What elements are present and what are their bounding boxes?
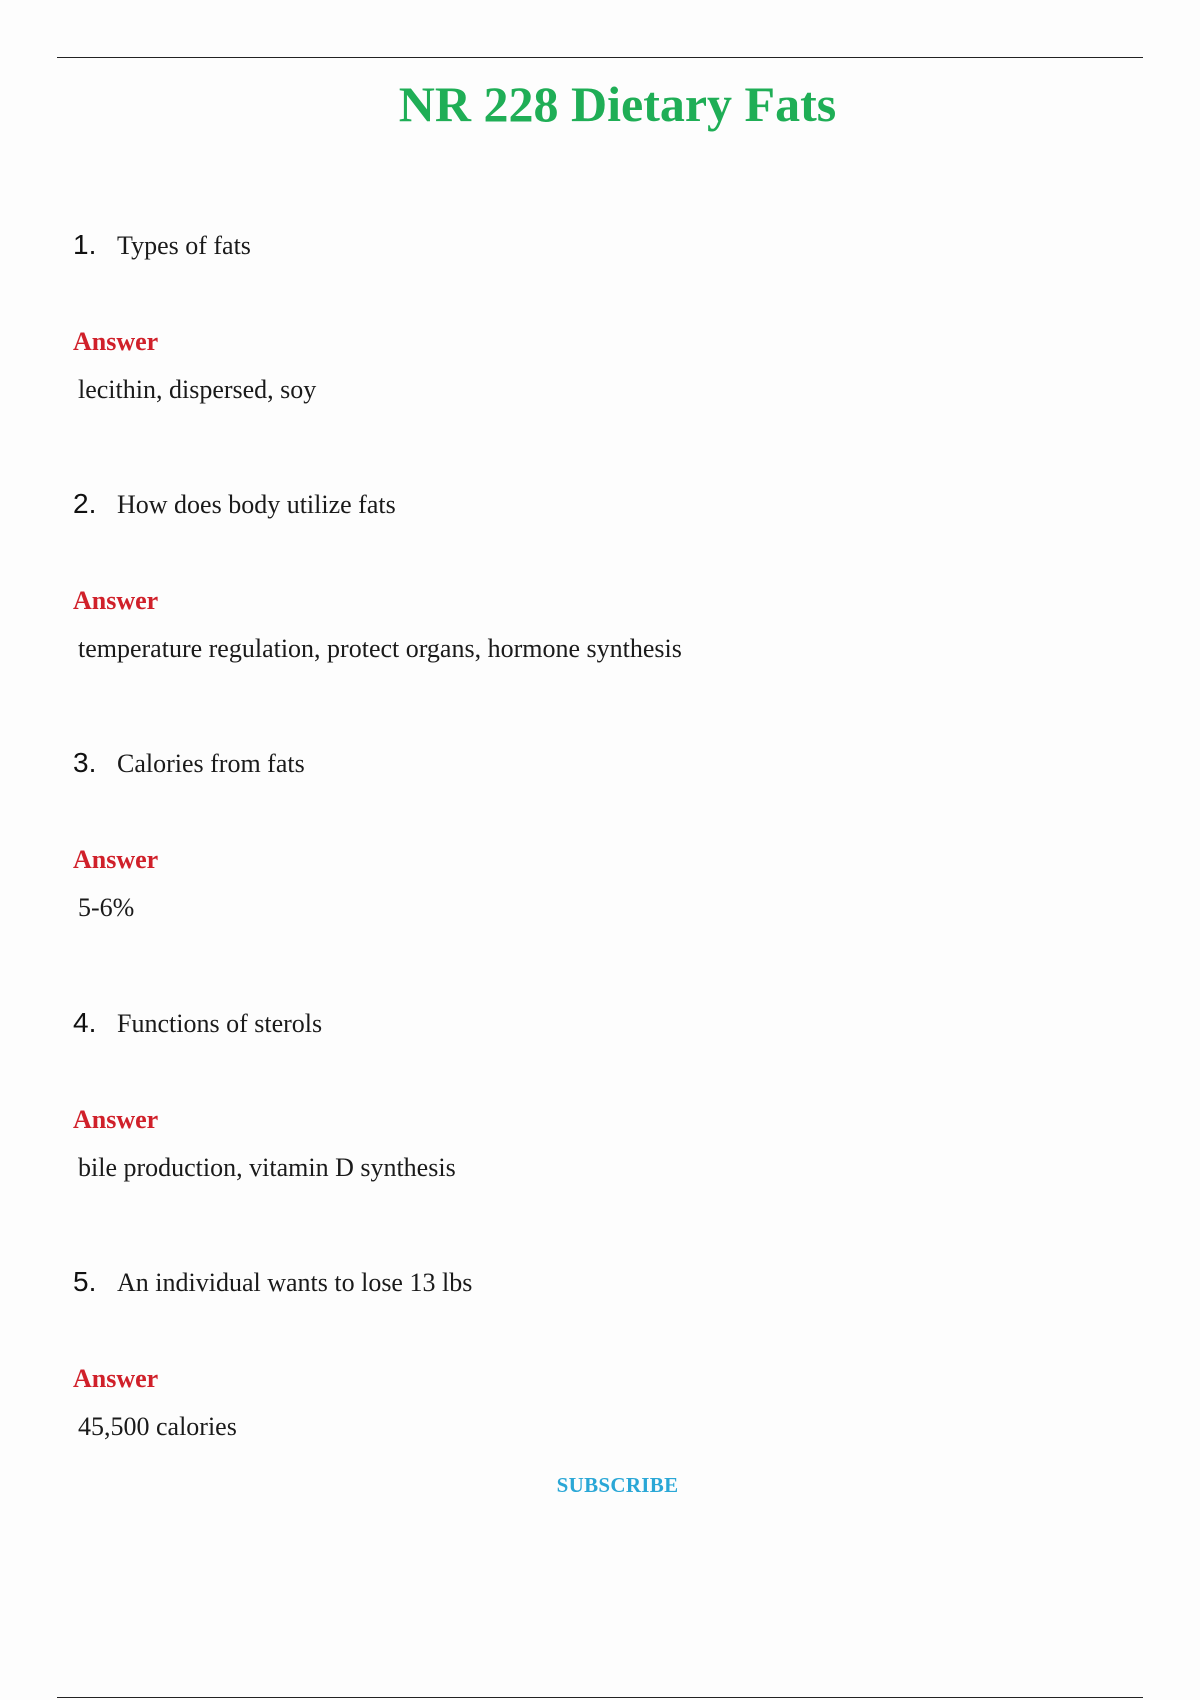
- question-5: [73, 1266, 472, 1306]
- question-4: [73, 1007, 322, 1047]
- answer-label: Answer: [73, 1364, 159, 1393]
- qa-item-4: [0, 1007, 1200, 1267]
- answer-text: lecithin, dispersed, soy: [78, 375, 317, 404]
- qa-item-2: [0, 488, 1200, 748]
- subscribe-link[interactable]: SUBSCRIBE: [556, 1473, 679, 1497]
- qa-item-3: [0, 747, 1200, 1007]
- question-text: Calories from fats: [117, 749, 305, 778]
- answer-text: 45,500 calories: [78, 1412, 237, 1441]
- answer-label: Answer: [73, 327, 159, 356]
- answer-text: temperature regulation, protect organs, hormone synthesis: [78, 634, 682, 663]
- question-text: Types of fats: [117, 231, 251, 260]
- question-number: 2.: [73, 488, 97, 519]
- question-text: An individual wants to lose 13 lbs: [117, 1268, 473, 1297]
- answer-label: Answer: [73, 1105, 159, 1134]
- document-title: NR 228 Dietary Fats: [398, 76, 837, 132]
- question-2: [73, 488, 396, 528]
- question-number: 3.: [73, 747, 97, 778]
- question-number: 4.: [73, 1007, 97, 1038]
- qa-item-1: [0, 229, 1200, 489]
- question-3: [73, 747, 305, 787]
- answer-label: Answer: [73, 586, 159, 615]
- answer-text: 5-6%: [78, 893, 135, 922]
- top-divider: [57, 57, 1143, 58]
- answer-label: Answer: [73, 845, 159, 874]
- question-text: Functions of sterols: [117, 1009, 323, 1038]
- question-1: [73, 229, 251, 269]
- question-number: 5.: [73, 1266, 97, 1297]
- question-number: 1.: [73, 229, 97, 260]
- bottom-divider: [57, 1697, 1143, 1698]
- answer-text: bile production, vitamin D synthesis: [78, 1153, 456, 1182]
- question-text: How does body utilize fats: [117, 490, 396, 519]
